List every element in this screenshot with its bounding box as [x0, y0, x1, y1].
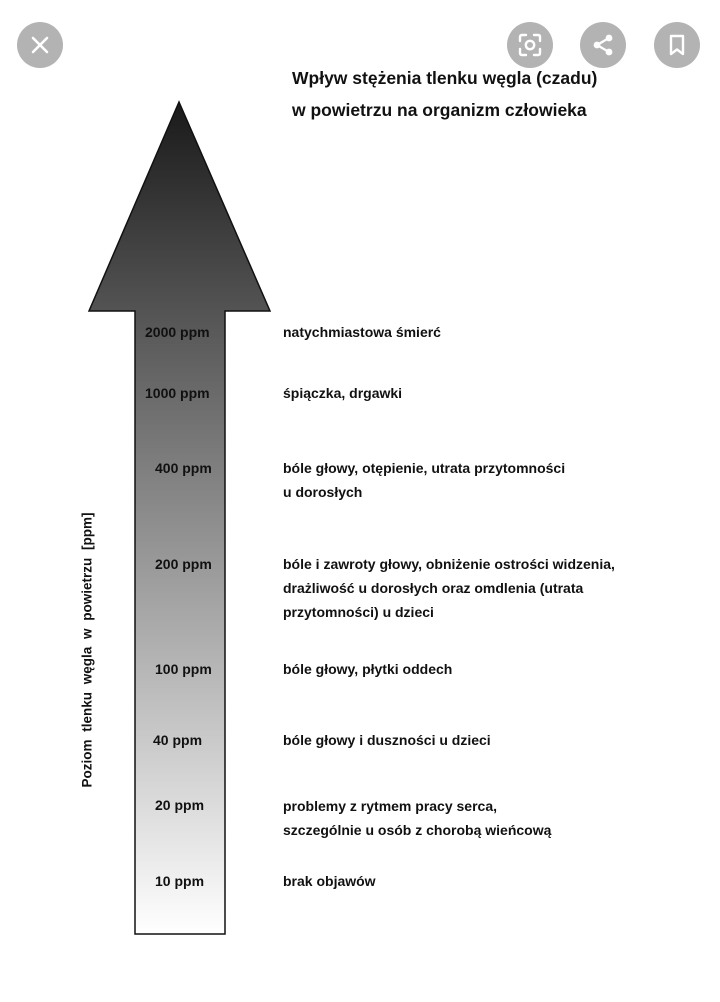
level-label-400: 400 ppm: [155, 460, 212, 476]
share-icon: [590, 32, 616, 58]
effect-100: [283, 657, 452, 681]
effect-2000: [283, 320, 441, 344]
effect-text: drażliwość u dorosłych oraz omdlenia (utrata: [283, 580, 584, 596]
level-label-2000: 2000 ppm: [145, 324, 210, 340]
lens-button[interactable]: [507, 22, 553, 68]
effect-200: [283, 552, 615, 624]
effect-20: [283, 794, 551, 842]
effect-1000: [283, 381, 402, 405]
close-button[interactable]: [17, 22, 63, 68]
level-label-1000: 1000 ppm: [145, 385, 210, 401]
effect-text: u dorosłych: [283, 484, 363, 500]
close-icon: [29, 34, 51, 56]
effect-text: brak objawów: [283, 873, 376, 889]
effect-text: przytomności) u dzieci: [283, 604, 434, 620]
lens-icon: [517, 32, 543, 58]
effect-text: bóle i zawroty głowy, obniżenie ostrości widzenia,: [283, 556, 615, 572]
level-label-200: 200 ppm: [155, 556, 212, 572]
bookmark-icon: [666, 33, 688, 57]
effect-text: śpiączka, drgawki: [283, 385, 403, 401]
effect-400: [283, 456, 565, 504]
chart-title-line-1: Wpływ stężenia tlenku węgla (czadu): [292, 68, 598, 88]
effect-text: szczególnie u osób z chorobą wieńcową: [283, 822, 552, 838]
effect-text: bóle głowy, płytki oddech: [283, 661, 453, 677]
effect-40: [283, 728, 491, 752]
level-label-20: 20 ppm: [155, 797, 205, 813]
level-label-10: 10 ppm: [155, 873, 205, 889]
effect-text: bóle głowy, otępienie, utrata przytomności: [283, 460, 566, 476]
axis-label: Poziom tlenku węgla w powietrzu [ppm]: [79, 512, 95, 788]
bookmark-button[interactable]: [654, 22, 700, 68]
effect-10: [283, 869, 376, 893]
effect-text: bóle głowy i duszności u dzieci: [283, 732, 491, 748]
effect-text: problemy z rytmem pracy serca,: [283, 798, 497, 814]
effect-text: natychmiastowa śmierć: [283, 324, 441, 340]
level-label-40: 40 ppm: [153, 732, 203, 748]
chart-title-line-2: w powietrzu na organizm człowieka: [292, 100, 587, 120]
share-button[interactable]: [580, 22, 626, 68]
level-label-100: 100 ppm: [155, 661, 212, 677]
